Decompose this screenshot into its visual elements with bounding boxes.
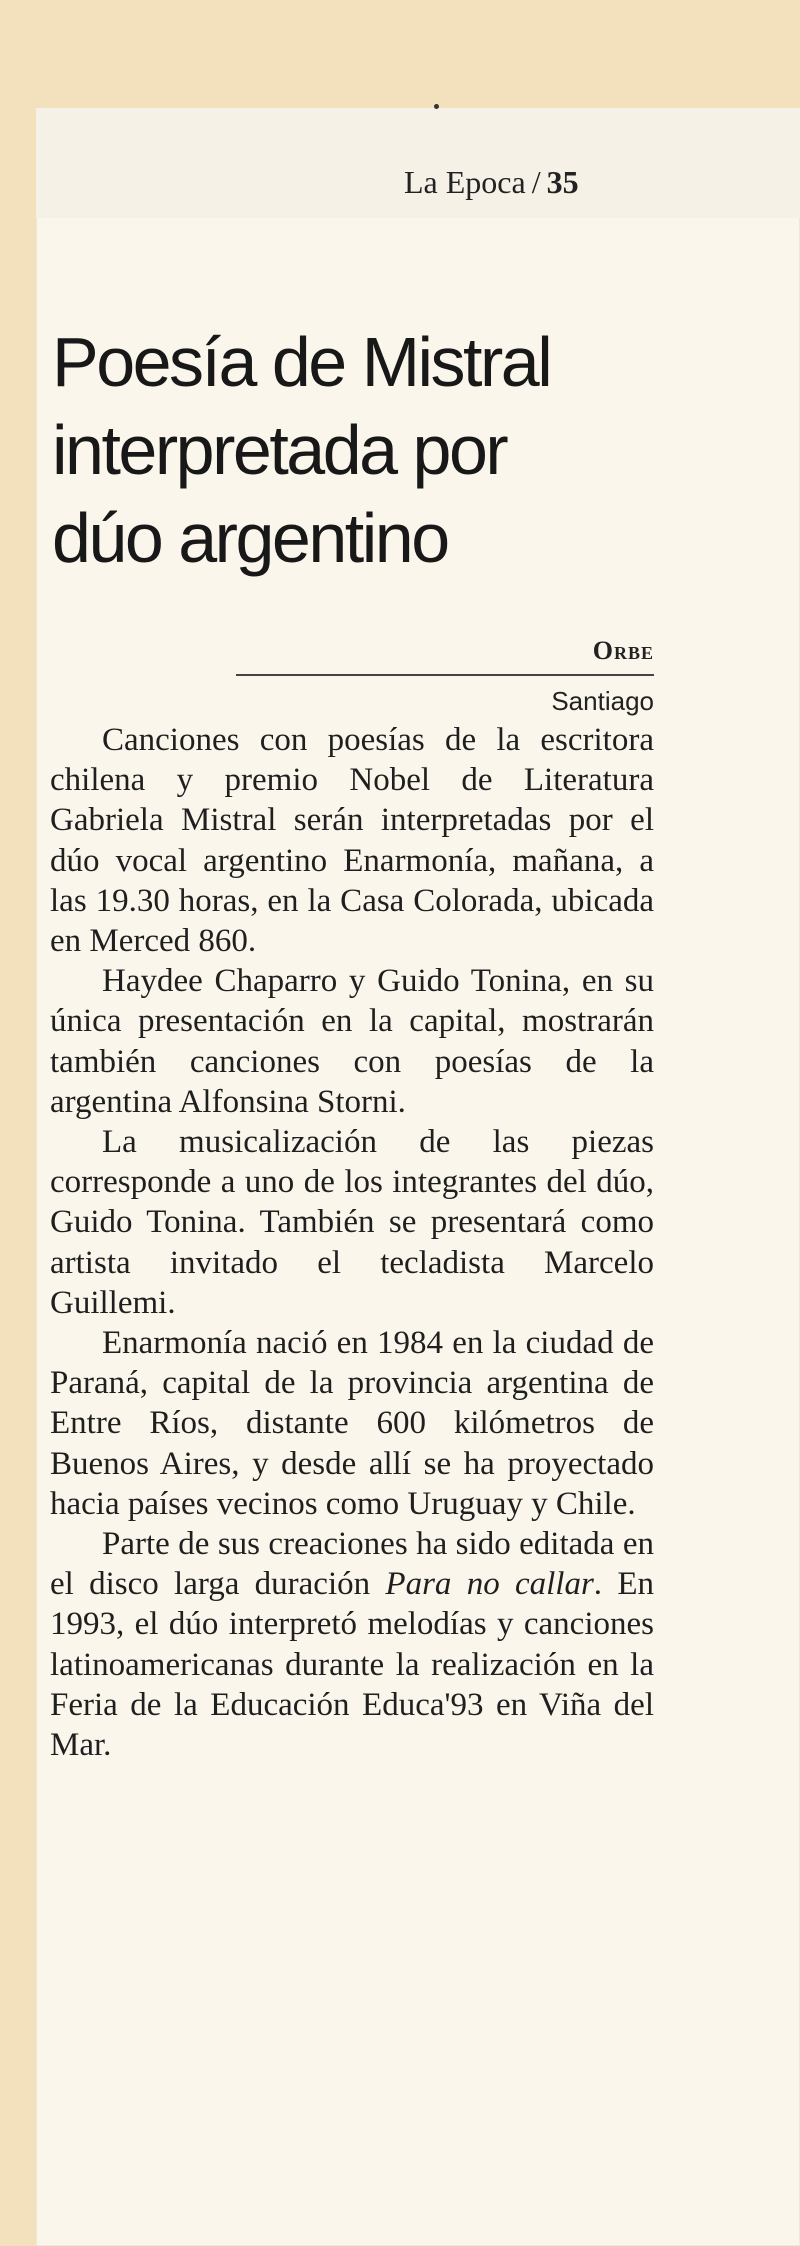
dateline: Santiago bbox=[551, 686, 654, 716]
headline-line: Poesía de Mistral bbox=[52, 323, 551, 401]
header-separator: / bbox=[531, 164, 541, 200]
article-headline bbox=[52, 318, 692, 582]
paragraph: La musicalización de las piezas corresponde a uno de los integrantes del dúo, Guido Tonina. También se presentará como artista invitado el tecladista Marcelo Guillemi. bbox=[50, 1124, 654, 1321]
paragraph bbox=[50, 1524, 654, 1765]
paragraph: Haydee Chaparro y Guido Tonina, en su única presentación en la capital, mostrarán también canciones con poesías de la argentina Alfonsina Storni. bbox=[50, 963, 654, 1120]
paragraph: Enarmonía nació en 1984 en la ciudad de Paraná, capital de la provincia argentina de Entre Ríos, distante 600 kilómetros de Buenos Aires, y desde allí se ha proyectado hacia países vecinos como Uruguay y Chile. bbox=[50, 1325, 654, 1522]
paragraph-text: Parte de sus creaciones ha sido editada en el disco larga duración bbox=[50, 1526, 654, 1603]
paragraph: Canciones con poesías de la escritora chilena y premio Nobel de Literatura Gabriela Mistral serán interpretadas por el dúo vocal argentino Enarmonía, mañana, a las 19.30 horas, en la Casa Colorada, ubicada en Merced 860. bbox=[50, 722, 654, 960]
page-number: 35 bbox=[546, 164, 579, 200]
byline: Orbe bbox=[592, 636, 654, 665]
page-header bbox=[404, 164, 579, 201]
paragraph-text: . En 1993, el dúo interpretó melodías y canciones latinoamericanas durante la realización en la Feria de la Educación Educa'93 en Viña del Mar. bbox=[50, 1566, 654, 1764]
album-title: Para no callar bbox=[385, 1566, 594, 1603]
headline-line: interpretada por bbox=[52, 411, 507, 489]
byline-rule bbox=[236, 674, 654, 676]
publication-name: La Epoca bbox=[404, 164, 526, 200]
article-body bbox=[50, 720, 654, 1765]
clipping-top-strip bbox=[36, 108, 800, 218]
headline-line: dúo argentino bbox=[52, 499, 448, 577]
print-speck bbox=[434, 104, 439, 109]
